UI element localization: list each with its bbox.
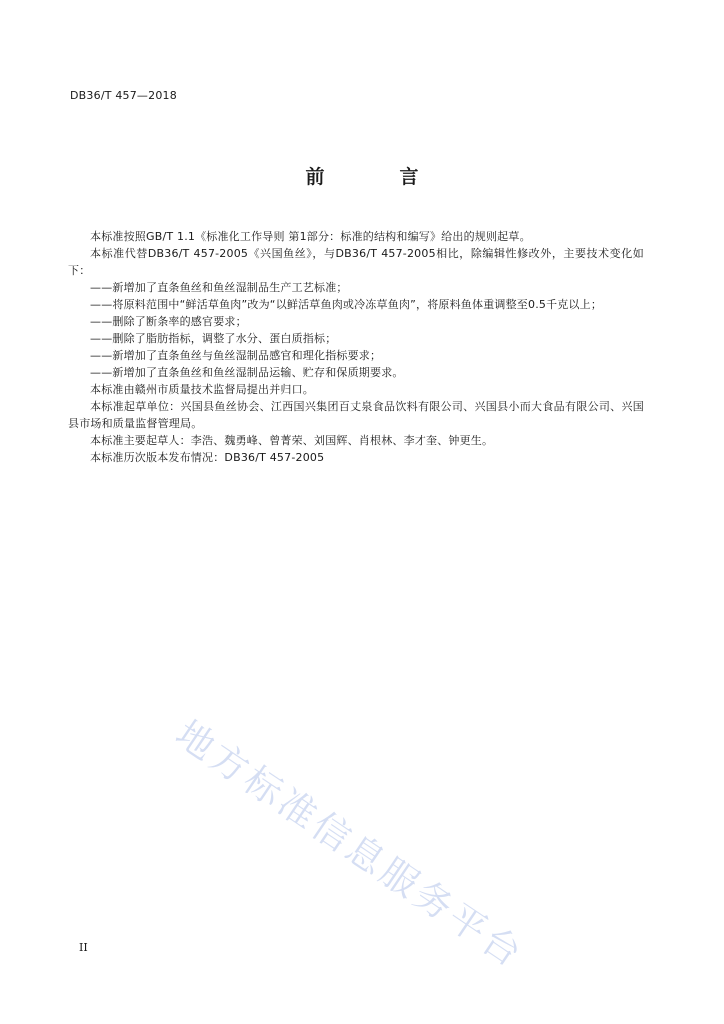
change-item-sensory-requirements: ——新增加了直条鱼丝与鱼丝湿制品感官和理化指标要求； <box>90 349 382 362</box>
paragraph-drafting-units: 本标准起草单位：兴国县鱼丝协会、江西国兴集团百丈泉食品饮料有限公司、兴国县小而大食品有限公司、兴国县市场和质量监督管理局。 <box>68 400 644 430</box>
paragraph-replacement-note: 本标准代替DB36/T 457-2005《兴国鱼丝》，与DB36/T 457-2005相比，除编辑性修改外，主要技术变化如下： <box>68 247 644 277</box>
standard-code-header: DB36/T 457—2018 <box>70 89 177 102</box>
paragraph-version-history: 本标准历次版本发布情况：DB36/T 457-2005 <box>90 451 325 464</box>
paragraph-proposer: 本标准由赣州市质量技术监督局提出并归口。 <box>90 383 314 396</box>
change-item-transport-storage: ——新增加了直条鱼丝和鱼丝湿制品运输、贮存和保质期要求。 <box>90 366 404 379</box>
paragraph-drafters: 本标准主要起草人：李浩、魏勇峰、曾菁荣、刘国辉、肖根林、李才奎、钟更生。 <box>90 434 494 447</box>
change-item-raw-material: ——将原料范围中“鲜活草鱼肉”改为“以鲜活草鱼肉或冷冻草鱼肉”，将原料鱼体重调整至0.5千克以上； <box>90 298 603 311</box>
change-item-fat-index: ——删除了脂肪指标，调整了水分、蛋白质指标； <box>90 332 337 345</box>
page-title: 前 言 <box>305 166 447 188</box>
page-number: II <box>79 941 88 954</box>
change-item-process-standard: ——新增加了直条鱼丝和鱼丝湿制品生产工艺标准； <box>90 281 348 294</box>
change-item-breakage-rate: ——删除了断条率的感官要求； <box>90 315 247 328</box>
watermark-text: 地方标准信息服务平台 <box>168 712 532 977</box>
paragraph-drafting-rules: 本标准按照GB/T 1.1《标准化工作导则 第1部分：标准的结构和编写》给出的规则起草。 <box>90 230 531 243</box>
foreword-body <box>68 228 644 466</box>
